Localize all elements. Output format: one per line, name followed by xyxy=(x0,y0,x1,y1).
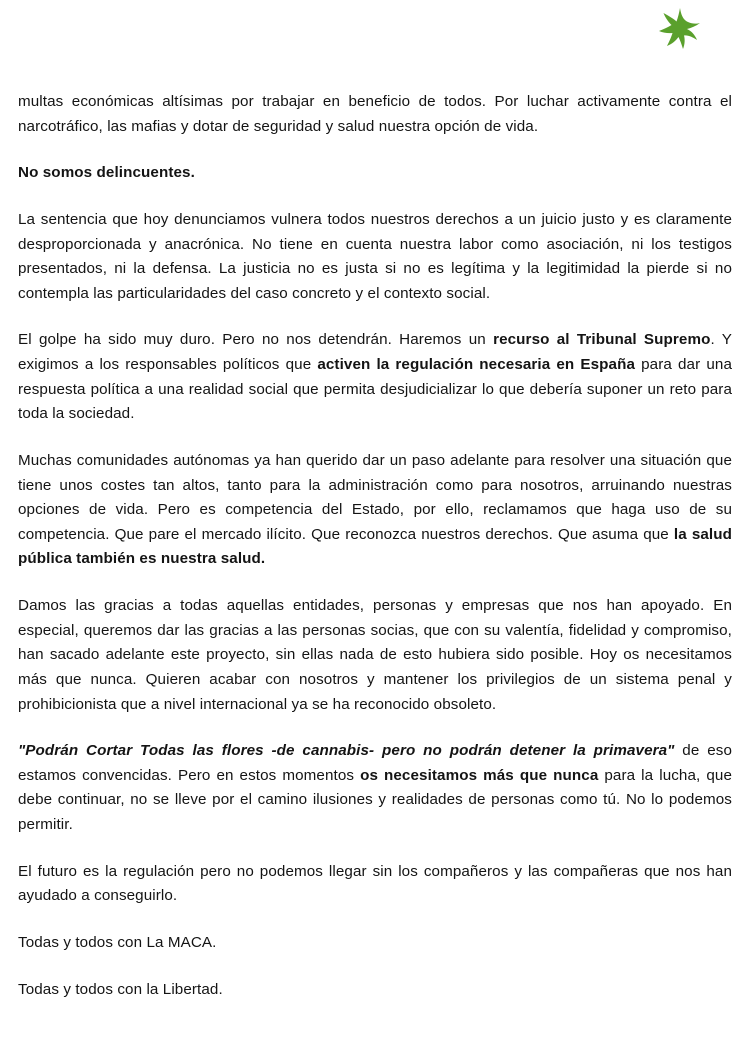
text-run: multas económicas altísimas por trabajar en beneficio de todos. Por luchar activamente contra el narcotráfico, las mafias y dotar de seguridad y salud nuestra opción de vida. xyxy=(18,93,732,135)
text-run-bold: os necesitamos más que nunca xyxy=(360,766,599,784)
text-run-bold: activen la regulación necesaria en España xyxy=(317,356,636,373)
text-run-bold-italic: "Podrán Cortar Todas las flores -de cannabis- pero no podrán detener la primavera" xyxy=(18,742,675,760)
paragraph-thanks xyxy=(18,594,732,717)
text-run: El golpe ha sido muy duro. Pero no nos detendrán. Haremos un xyxy=(18,331,494,349)
text-run: Todas y todos con La MACA. xyxy=(18,933,217,951)
text-run: de eso estamos convencidas. Pero en estos momentos xyxy=(18,742,732,784)
paragraph-sentence-critique xyxy=(18,208,732,307)
text-run-bold: No somos delincuentes. xyxy=(18,164,195,182)
paragraph-appeal xyxy=(18,328,732,427)
paragraph-future xyxy=(18,860,732,909)
document-header xyxy=(18,0,732,62)
text-run: Todas y todos con la Libertad. xyxy=(18,980,223,998)
text-run: La sentencia que hoy denunciamos vulnera todos nuestros derechos a un juicio justo y es claramente desproporcionada y anacrónica. No tiene en cuenta nuestra labor como asociación, ni los testigos presentados, ni la defensa. La justicia no es justa si no es legítima y la legitimidad la pierde si no contempla las particularidades del caso concreto y el contexto social. xyxy=(18,210,732,302)
document-text-body xyxy=(18,62,732,1002)
paragraph-closing-libertad xyxy=(18,978,732,1003)
text-run-bold: recurso al Tribunal Supremo xyxy=(493,331,711,349)
paragraph-autonomous-communities xyxy=(18,449,732,572)
star-leaf-logo-icon xyxy=(658,6,702,50)
paragraph-quote xyxy=(18,739,732,838)
text-run: para la lucha, que debe continuar, no se lleve por el camino ilusiones y realidades de personas como tú. No lo podemos permitir. xyxy=(18,766,732,833)
paragraph-closing-maca xyxy=(18,931,732,956)
paragraph-intro xyxy=(18,90,732,139)
text-run: . Y exigimos a los responsables políticos que xyxy=(18,331,732,373)
text-run: Muchas comunidades autónomas ya han querido dar un paso adelante para resolver una situación que tiene unos costes tan altos, tanto para la administración como para nosotros, arruinando nuestras opciones de vida. Pero es competencia del Estado, por ello, reclamamos que haga uso de su competencia. Que pare el mercado ilícito. Que reconozca nuestros derechos. Que asuma que xyxy=(18,451,732,543)
text-run-bold: la salud pública también es nuestra salud. xyxy=(18,525,732,568)
text-run: para dar una respuesta política a una realidad social que permita desjudicializar lo que debería suponer un reto para toda la sociedad. xyxy=(18,356,732,423)
text-run: El futuro es la regulación pero no podemos llegar sin los compañeros y las compañeras que nos han ayudado a conseguirlo. xyxy=(18,862,732,905)
text-run: Damos las gracias a todas aquellas entidades, personas y empresas que nos han apoyado. En especial, queremos dar las gracias a las personas socias, que con su valentía, fidelidad y compromiso, han sacado adelante este proyecto, sin ellas nada de esto hubiera sido posible. Hoy os necesitamos más que nunca. Quieren acabar con nosotros y mantener los privilegios de un sistema penal y prohibicionista que a nivel internacional ya se ha reconocido obsoleto. xyxy=(18,597,732,713)
paragraph-statement-bold xyxy=(18,161,732,186)
